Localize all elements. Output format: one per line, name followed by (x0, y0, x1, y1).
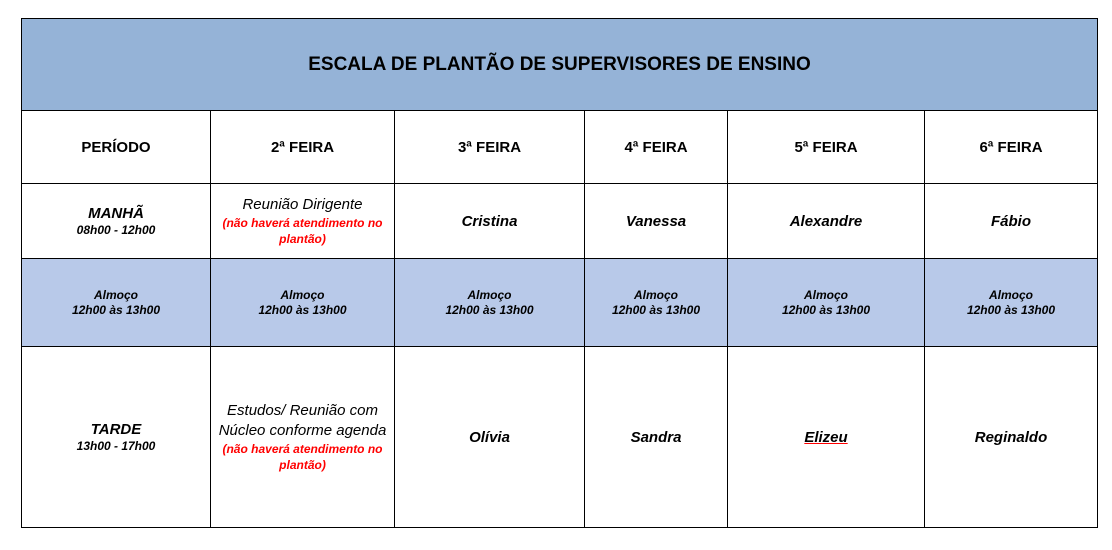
afternoon-friday-supervisor: Reginaldo (925, 347, 1098, 528)
morning-monday-warning: (não haverá atendimento no plantão) (222, 216, 383, 246)
morning-period-name: MANHÃ (88, 204, 144, 222)
afternoon-period-name: TARDE (90, 420, 142, 438)
afternoon-row (22, 347, 1098, 528)
lunch-cell-period (22, 259, 211, 347)
morning-monday-note: Reunião Dirigente (242, 196, 363, 213)
afternoon-monday-note-line-1: Estudos/ Reunião com (227, 402, 378, 419)
lunch-label: Almoço (633, 287, 678, 302)
morning-thursday-supervisor: Alexandre (728, 184, 925, 259)
header-quarta: 4ª FEIRA (585, 111, 728, 184)
lunch-hours: 12h00 às 13h00 (781, 302, 871, 317)
morning-wednesday-supervisor: Vanessa (585, 184, 728, 259)
title-row (22, 19, 1098, 111)
header-terca: 3ª FEIRA (395, 111, 585, 184)
afternoon-thursday-supervisor: Elizeu (804, 428, 848, 446)
lunch-cell-monday (211, 259, 395, 347)
lunch-cell-friday (925, 259, 1098, 347)
morning-period-hours: 08h00 - 12h00 (76, 222, 156, 237)
afternoon-monday-note-line-2: Núcleo conforme agenda (218, 422, 387, 439)
lunch-hours: 12h00 às 13h00 (71, 302, 161, 317)
morning-monday-cell (211, 184, 395, 259)
lunch-cell-thursday (728, 259, 925, 347)
afternoon-period-hours: 13h00 - 17h00 (76, 438, 156, 453)
afternoon-monday-warning: (não haverá atendimento no plantão) (222, 442, 383, 472)
morning-tuesday-supervisor: Cristina (395, 184, 585, 259)
lunch-hours: 12h00 às 13h00 (611, 302, 701, 317)
header-row (22, 111, 1098, 184)
lunch-cell-wednesday (585, 259, 728, 347)
schedule-table (21, 18, 1098, 528)
lunch-row (22, 259, 1098, 347)
lunch-label: Almoço (988, 287, 1033, 302)
morning-row (22, 184, 1098, 259)
afternoon-period-cell (22, 347, 211, 528)
lunch-cell-tuesday (395, 259, 585, 347)
afternoon-monday-cell (211, 347, 395, 528)
lunch-label: Almoço (280, 287, 325, 302)
lunch-hours: 12h00 às 13h00 (966, 302, 1056, 317)
header-segunda: 2ª FEIRA (211, 111, 395, 184)
afternoon-tuesday-supervisor: Olívia (395, 347, 585, 528)
lunch-hours: 12h00 às 13h00 (445, 302, 534, 317)
lunch-label: Almoço (93, 287, 138, 302)
lunch-label: Almoço (803, 287, 848, 302)
lunch-hours: 12h00 às 13h00 (258, 302, 347, 317)
afternoon-thursday-supervisor-cell (728, 347, 925, 528)
morning-period-cell (22, 184, 211, 259)
afternoon-wednesday-supervisor: Sandra (585, 347, 728, 528)
header-periodo: PERÍODO (22, 111, 211, 184)
header-sexta: 6ª FEIRA (925, 111, 1098, 184)
morning-friday-supervisor: Fábio (925, 184, 1098, 259)
header-quinta: 5ª FEIRA (728, 111, 925, 184)
schedule-title: ESCALA DE PLANTÃO DE SUPERVISORES DE ENSINO (22, 19, 1098, 111)
lunch-label: Almoço (467, 287, 512, 302)
